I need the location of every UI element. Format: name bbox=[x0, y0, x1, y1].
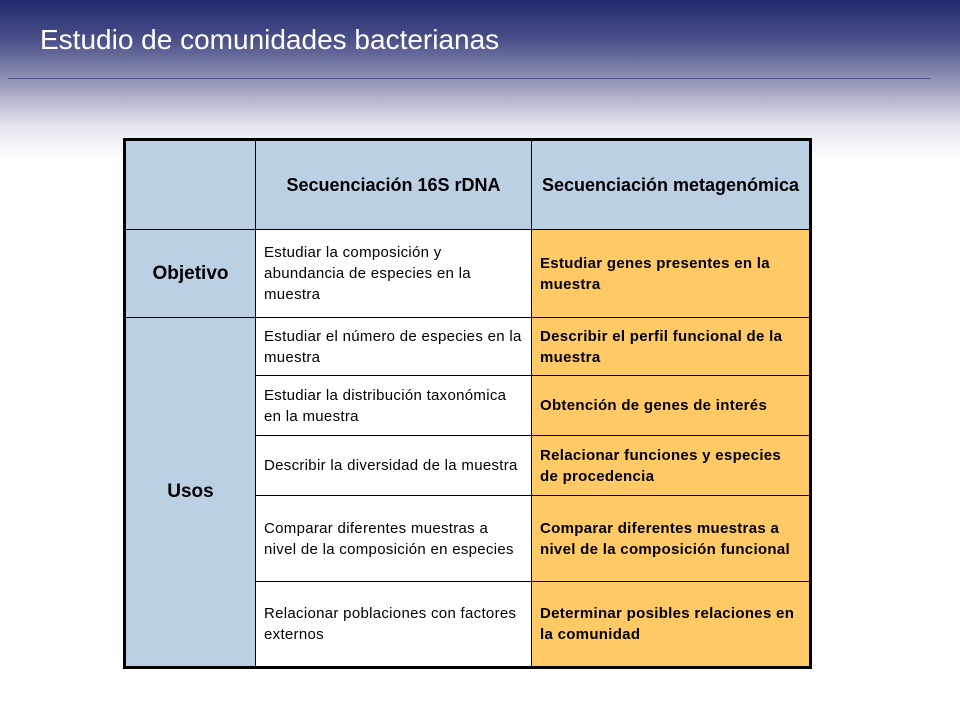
usos-metagenomica-cell: Obtención de genes de interés bbox=[532, 376, 811, 436]
usos-label: Usos bbox=[125, 318, 256, 668]
usos-16s-cell: Comparar diferentes muestras a nivel de la composición en especies bbox=[256, 496, 532, 582]
objetivo-16s-cell: Estudiar la composición y abundancia de especies en la muestra bbox=[256, 230, 532, 318]
objetivo-label: Objetivo bbox=[125, 230, 256, 318]
header-metagenomica: Secuenciación metagenómica bbox=[532, 140, 811, 230]
slide-title: Estudio de comunidades bacterianas bbox=[40, 24, 500, 55]
usos-metagenomica-cell: Relacionar funciones y especies de procedencia bbox=[532, 436, 811, 496]
objetivo-metagenomica-cell: Estudiar genes presentes en la muestra bbox=[532, 230, 811, 318]
usos-16s-cell: Describir la diversidad de la muestra bbox=[256, 436, 532, 496]
usos-16s-cell: Relacionar poblaciones con factores externos bbox=[256, 582, 532, 668]
usos-16s-cell: Estudiar la distribución taxonómica en la muestra bbox=[256, 376, 532, 436]
usos-metagenomica-cell: Comparar diferentes muestras a nivel de la composición funcional bbox=[532, 496, 811, 582]
comparison-table bbox=[123, 138, 812, 669]
usos-metagenomica-cell: Determinar posibles relaciones en la comunidad bbox=[532, 582, 811, 668]
usos-row bbox=[125, 318, 811, 376]
header-row bbox=[125, 140, 811, 230]
header-16s-rdna: Secuenciación 16S rDNA bbox=[256, 140, 532, 230]
header-empty-cell bbox=[125, 140, 256, 230]
usos-16s-cell: Estudiar el número de especies en la muestra bbox=[256, 318, 532, 376]
title-divider bbox=[8, 78, 930, 79]
objetivo-row bbox=[125, 230, 811, 318]
usos-metagenomica-cell: Describir el perfil funcional de la muestra bbox=[532, 318, 811, 376]
